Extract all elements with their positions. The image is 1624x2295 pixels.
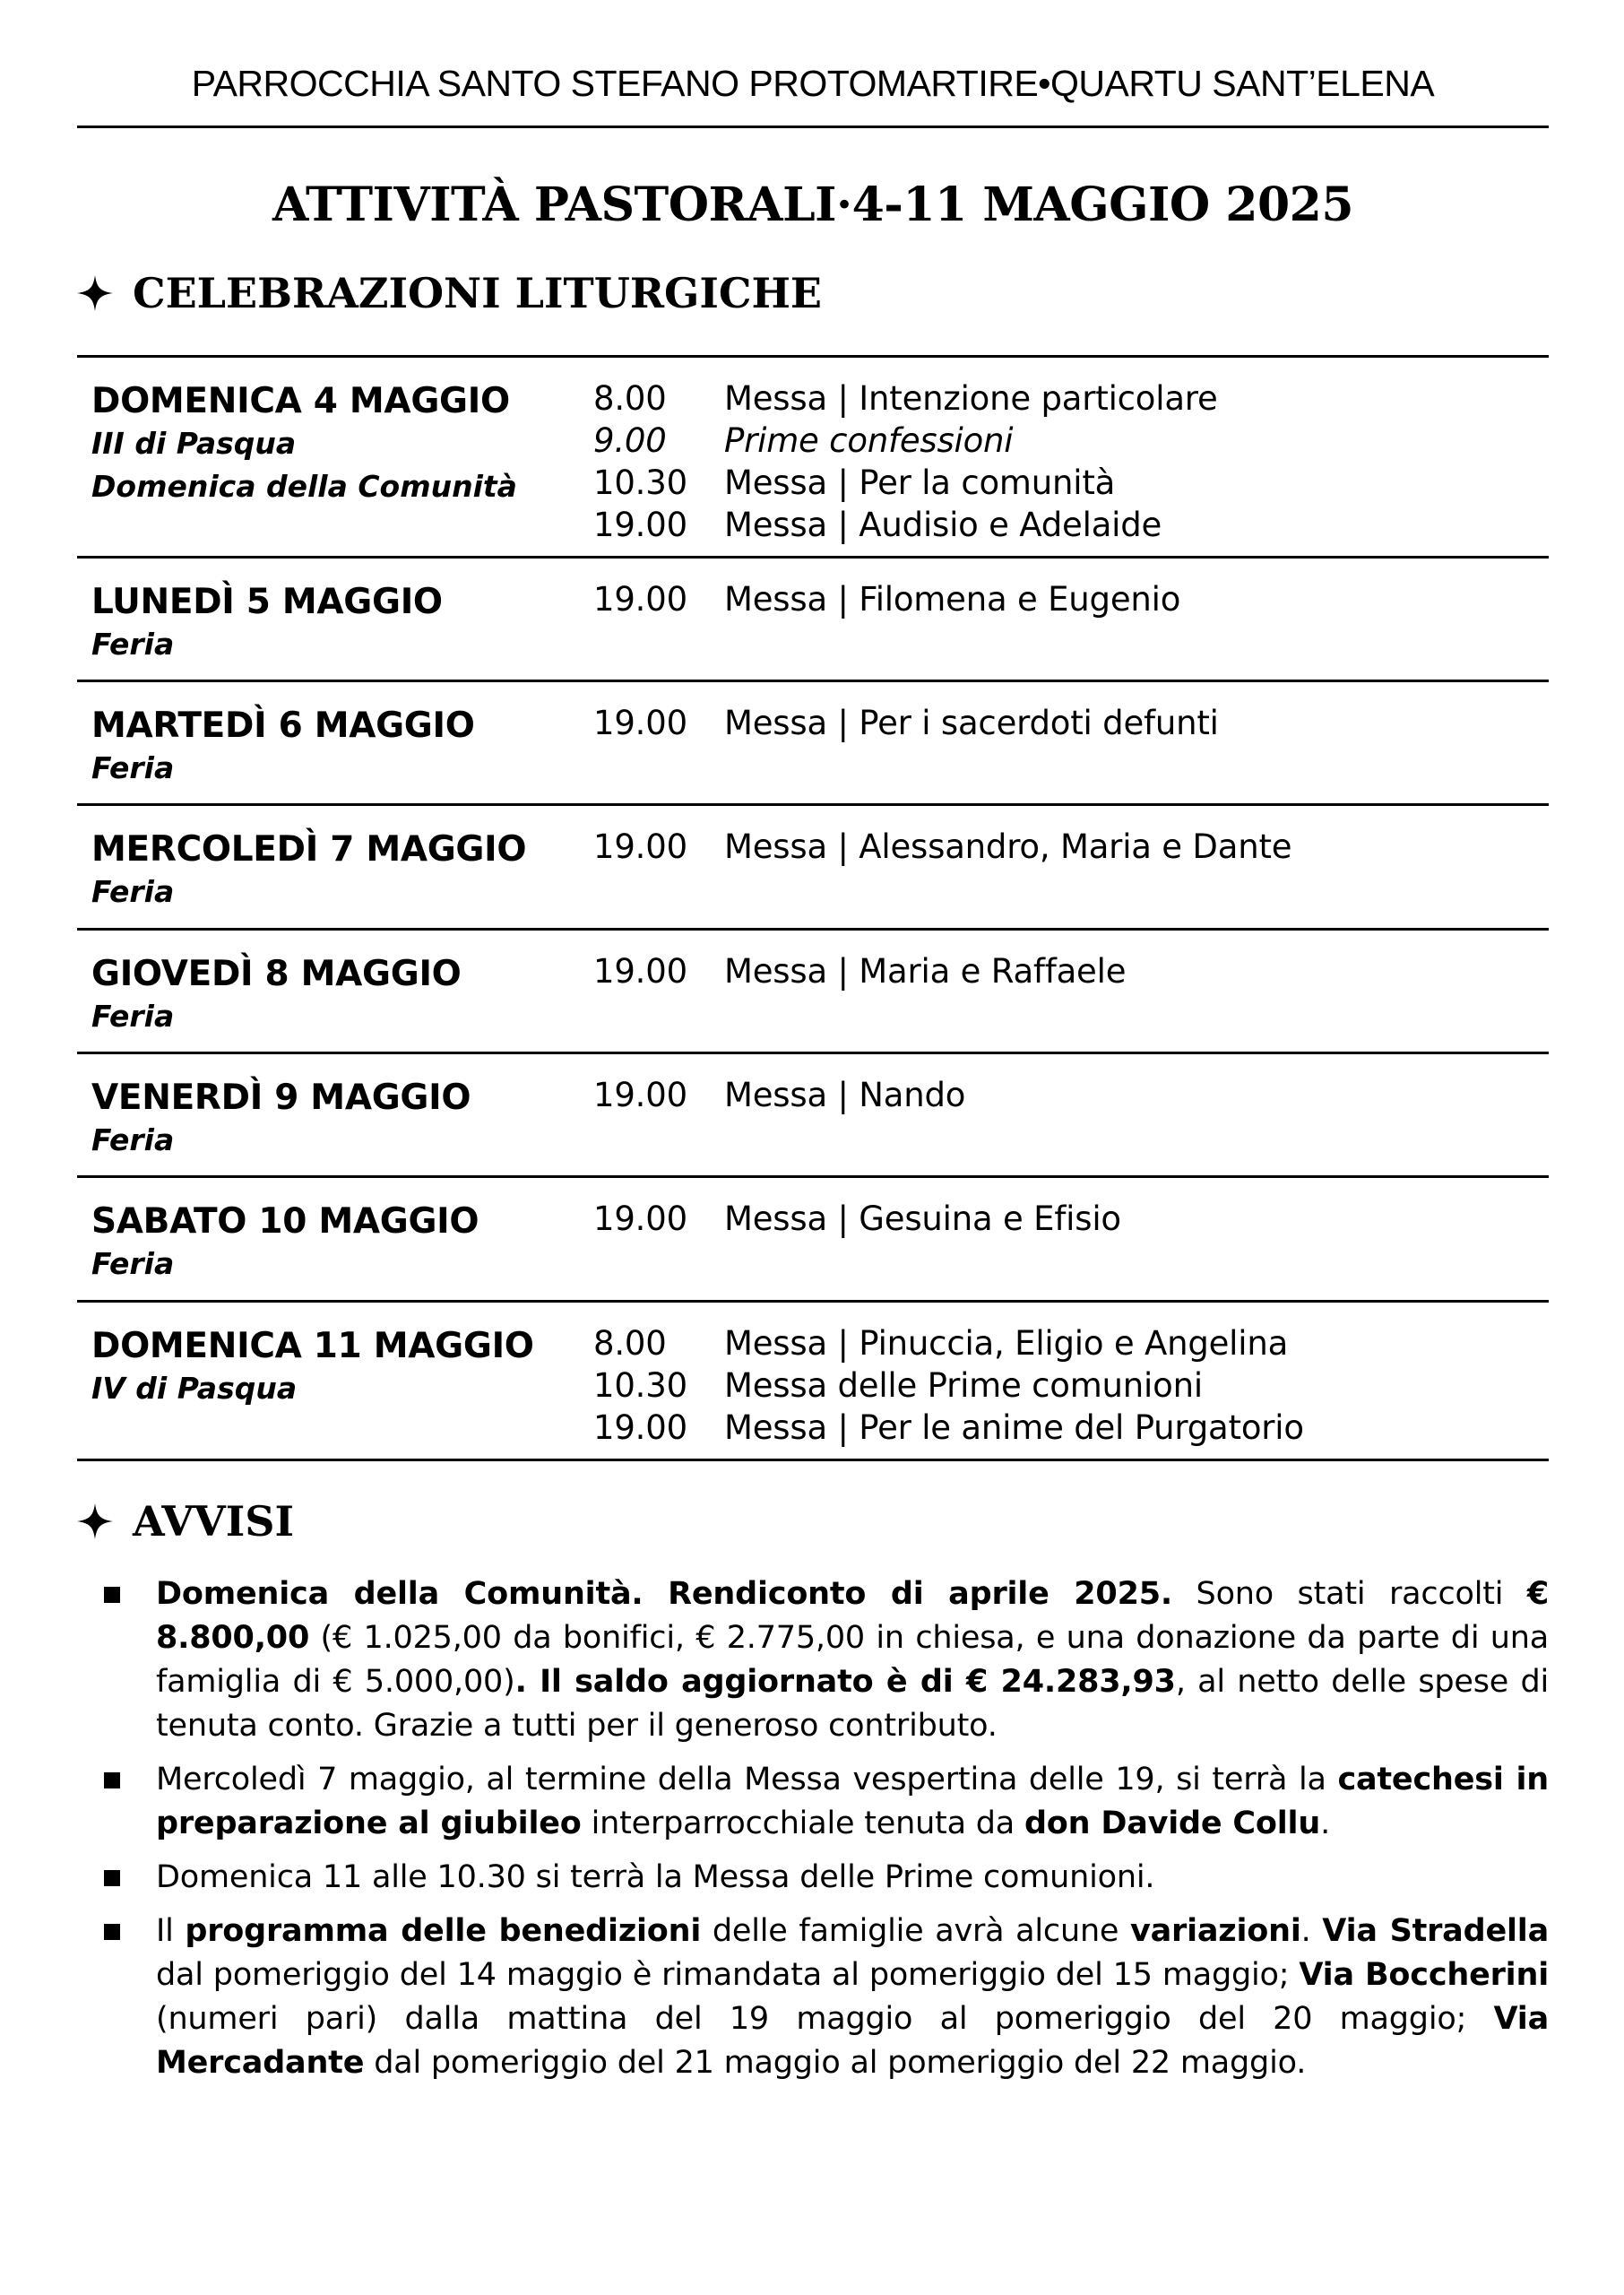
event-text: Messa delle Prime comunioni: [724, 1366, 1203, 1405]
event-text: Prime confessioni: [724, 421, 1014, 460]
notice-text: don Davide Collu: [1024, 1806, 1321, 1841]
event-time: 8.00: [593, 1324, 667, 1363]
event-text: Messa | Intenzione particolare: [724, 379, 1218, 418]
event-line: [593, 702, 1549, 744]
notice-text: (€ 1.025,00 da bonifici, € 2.775,00 in chiesa, e una donazione da parte di una famiglia di € 5.000,00): [156, 1620, 1549, 1700]
day-name: LUNEDÌ 5 MAGGIO: [91, 582, 443, 622]
day-liturgy: Feria: [91, 750, 175, 785]
event-time: 19.00: [593, 704, 687, 742]
notice-text: programma delle benedizioni: [185, 1913, 702, 1949]
event-line: [593, 1198, 1549, 1240]
events-cell: [593, 1302, 1549, 1460]
events-cell: [593, 930, 1549, 1053]
day-liturgy: Domenica della Comunità: [91, 469, 517, 504]
event-text: Messa | Per le anime del Purgatorio: [724, 1408, 1304, 1447]
event-time: 19.00: [593, 952, 687, 991]
event-time: 10.30: [593, 1366, 687, 1405]
day-liturgy: Feria: [91, 627, 175, 662]
event-text: Messa | Audisio e Adelaide: [724, 506, 1162, 544]
day-cell: [77, 558, 593, 681]
day-name: MARTEDÌ 6 MAGGIO: [91, 706, 475, 746]
four-point-star-icon: [77, 275, 113, 311]
notice-text: interparrocchiale tenuta da: [581, 1806, 1024, 1841]
day-liturgy: Feria: [91, 1246, 175, 1281]
event-text: Messa | Filomena e Eugenio: [724, 580, 1181, 619]
schedule-row: [77, 357, 1549, 558]
day-name: DOMENICA 11 MAGGIO: [91, 1326, 534, 1366]
event-time: 8.00: [593, 379, 667, 418]
event-time: 9.00: [593, 421, 667, 460]
section-title-celebrazioni: [77, 269, 822, 317]
event-line: [593, 1322, 1549, 1364]
header-rule: [77, 126, 1549, 128]
event-time: 19.00: [593, 1199, 687, 1238]
events-cell: [593, 681, 1549, 805]
notice-text: Sono stati raccolti: [1171, 1576, 1527, 1612]
day-liturgy: Feria: [91, 1122, 175, 1157]
event-line: [593, 377, 1549, 420]
event-text: Messa | Gesuina e Efisio: [724, 1199, 1121, 1238]
events-cell: [593, 1053, 1549, 1177]
notice-text: Via Mercadante: [156, 2001, 1549, 2081]
notice-item: [77, 1572, 1549, 1748]
page-title: ATTIVITÀ PASTORALI·4-11 MAGGIO 2025: [272, 178, 1353, 232]
notice-text: .: [1300, 1913, 1323, 1949]
event-text: Messa | Per i sacerdoti defunti: [724, 704, 1219, 742]
schedule-row: [77, 805, 1549, 930]
event-line: [593, 504, 1549, 546]
notice-text: Domenica della Comunità. Rendiconto di aprile 2025.: [156, 1576, 1172, 1612]
notice-text: Via Stradella: [1322, 1913, 1549, 1949]
notice-item: [77, 1856, 1549, 1900]
event-time: 19.00: [593, 506, 687, 544]
notice-text: delle famiglie avrà alcune: [701, 1913, 1130, 1949]
event-line: [593, 462, 1549, 504]
event-time: 19.00: [593, 580, 687, 619]
event-text: Messa | Maria e Raffaele: [724, 952, 1127, 991]
day-name: SABATO 10 MAGGIO: [91, 1201, 479, 1242]
square-bullet-icon: [104, 1772, 120, 1788]
day-liturgy: III di Pasqua: [91, 426, 297, 461]
day-liturgy: Feria: [91, 999, 175, 1034]
notice-text: , al netto delle spese di tenuta conto. Grazie a tutti per il generoso contributo.: [156, 1664, 1550, 1744]
event-time: 19.00: [593, 1408, 687, 1447]
notice-text: € 8.800,00: [156, 1576, 1549, 1656]
schedule-row: [77, 558, 1549, 681]
event-line: [593, 826, 1549, 868]
events-cell: [593, 558, 1549, 681]
event-time: 19.00: [593, 1076, 687, 1114]
notice-text: variazioni: [1130, 1913, 1301, 1949]
event-text: Messa | Pinuccia, Eligio e Angelina: [724, 1324, 1289, 1363]
event-time: 10.30: [593, 463, 687, 502]
event-line: [593, 1074, 1549, 1116]
day-cell: [77, 357, 593, 558]
notice-text: (numeri pari) dalla mattina del 19 maggio al pomeriggio del 20 maggio;: [156, 2001, 1494, 2037]
notice-text: . Il saldo aggiornato è di € 24.283,93: [514, 1664, 1176, 1700]
schedule-row: [77, 930, 1549, 1053]
events-cell: [593, 805, 1549, 930]
day-name: VENERDÌ 9 MAGGIO: [91, 1078, 471, 1118]
square-bullet-icon: [104, 1924, 120, 1940]
day-cell: [77, 805, 593, 930]
notice-text: .: [1320, 1806, 1330, 1841]
day-cell: [77, 930, 593, 1053]
section-title-avvisi: [77, 1497, 294, 1546]
event-text: Messa | Nando: [724, 1076, 966, 1114]
event-line: [593, 578, 1549, 620]
notice-text: Domenica 11 alle 10.30 si terrà la Messa delle Prime comunioni.: [156, 1859, 1155, 1895]
square-bullet-icon: [104, 1870, 120, 1886]
section-title-label: AVVISI: [133, 1497, 294, 1546]
notice-text: Il: [156, 1913, 186, 1949]
events-cell: [593, 357, 1549, 558]
notice-text: dal pomeriggio del 21 maggio al pomeriggio del 22 maggio.: [364, 2045, 1307, 2081]
notice-text: Mercoledì 7 maggio, al termine della Messa vespertina delle 19, si terrà la: [156, 1762, 1338, 1797]
event-line: [593, 420, 1549, 462]
day-name: DOMENICA 4 MAGGIO: [91, 381, 510, 421]
notice-text: catechesi in preparazione al giubileo: [156, 1762, 1549, 1841]
events-cell: [593, 1177, 1549, 1302]
notice-item: [77, 1758, 1549, 1846]
section-title-label: CELEBRAZIONI LITURGICHE: [133, 269, 822, 317]
day-liturgy: Feria: [91, 874, 175, 909]
square-bullet-icon: [104, 1587, 120, 1603]
schedule-row: [77, 1053, 1549, 1177]
notice-item: [77, 1910, 1549, 2085]
event-text: Messa | Alessandro, Maria e Dante: [724, 827, 1292, 866]
day-liturgy: IV di Pasqua: [91, 1371, 298, 1406]
day-name: GIOVEDÌ 8 MAGGIO: [91, 954, 462, 994]
event-line: [593, 950, 1549, 992]
day-name: MERCOLEDÌ 7 MAGGIO: [91, 829, 527, 870]
schedule-row: [77, 681, 1549, 805]
event-line: [593, 1364, 1549, 1407]
notice-text: Via Boccherini: [1299, 1957, 1549, 1993]
four-point-star-icon: [77, 1503, 113, 1539]
day-cell: [77, 1177, 593, 1302]
parish-header: PARROCCHIA SANTO STEFANO PROTOMARTIRE•QUARTU SANT’ELENA: [191, 63, 1435, 104]
avvisi-list: [77, 1572, 1549, 2095]
event-line: [593, 1407, 1549, 1449]
schedule-table: [77, 355, 1549, 1461]
event-time: 19.00: [593, 827, 687, 866]
notice-text: dal pomeriggio del 14 maggio è rimandata al pomeriggio del 15 maggio;: [156, 1957, 1300, 1993]
event-text: Messa | Per la comunità: [724, 463, 1116, 502]
schedule-row: [77, 1302, 1549, 1460]
day-cell: [77, 1302, 593, 1460]
day-cell: [77, 681, 593, 805]
day-cell: [77, 1053, 593, 1177]
schedule-row: [77, 1177, 1549, 1302]
